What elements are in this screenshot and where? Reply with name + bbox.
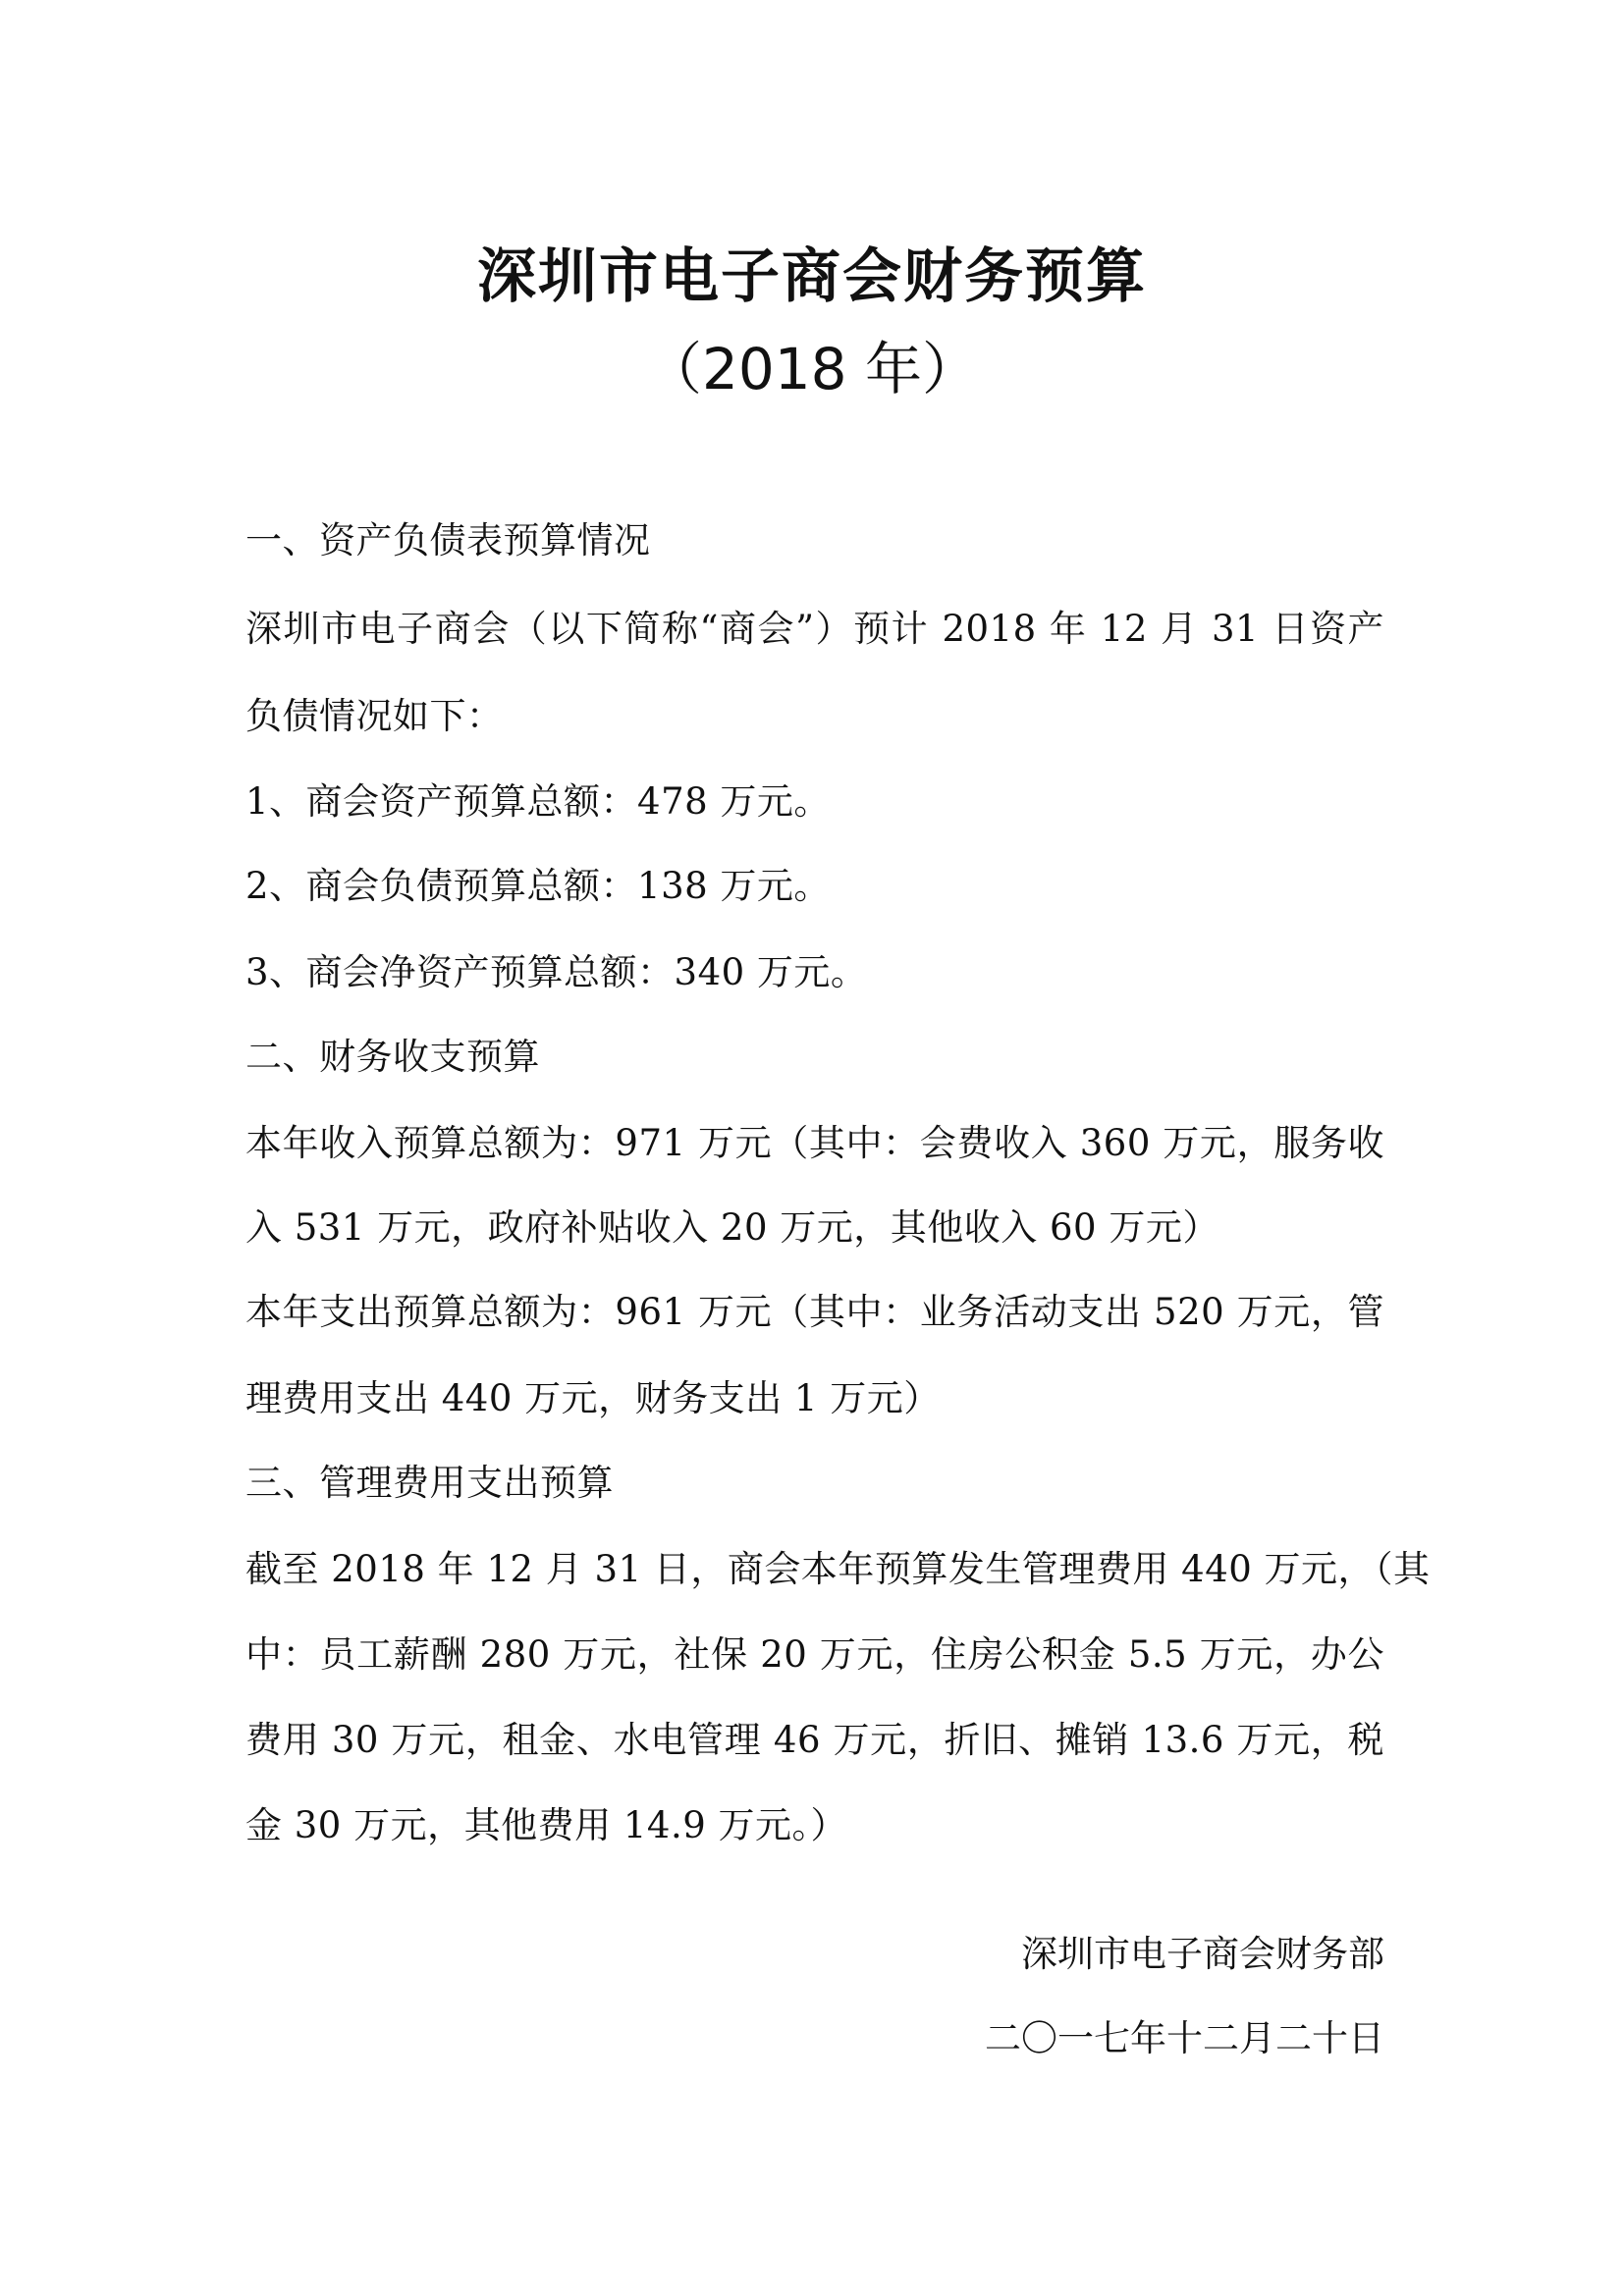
section2-heading: 二、财务收支预算 — [245, 1036, 540, 1078]
section2-expense-line1: 本年支出预算总额为：961 万元（其中：业务活动支出 520 万元，管 — [245, 1291, 1384, 1333]
document-title: 深圳市电子商会财务预算 — [477, 242, 1147, 311]
section3-line3: 费用 30 万元，租金、水电管理 46 万元，折旧、摊销 13.6 万元，税 — [245, 1719, 1384, 1761]
section3-heading: 三、管理费用支出预算 — [245, 1462, 614, 1504]
section3-line2: 中：员工薪酬 280 万元，社保 20 万元，住房公积金 5.5 万元，办公 — [245, 1633, 1384, 1676]
document-subtitle: （2018 年） — [644, 336, 980, 402]
section1-intro-line2: 负债情况如下： — [245, 695, 504, 737]
section1-item3: 3、商会净资产预算总额：340 万元。 — [245, 951, 868, 993]
section1-item2: 2、商会负债预算总额：138 万元。 — [245, 865, 831, 907]
section2-income-line2: 入 531 万元，政府补贴收入 20 万元，其他收入 60 万元） — [245, 1206, 1219, 1249]
section1-item1: 1、商会资产预算总额：478 万元。 — [245, 780, 831, 823]
section1-intro-line1: 深圳市电子商会（以下简称“商会”）预计 2018 年 12 月 31 日资产 — [245, 608, 1384, 650]
section3-line1: 截至 2018 年 12 月 31 日，商会本年预算发生管理费用 440 万元，（其 — [245, 1548, 1431, 1590]
section2-income-line1: 本年收入预算总额为：971 万元（其中：会费收入 360 万元，服务收 — [245, 1122, 1384, 1164]
section2-expense-line2: 理费用支出 440 万元，财务支出 1 万元） — [245, 1377, 941, 1419]
section1-heading: 一、资产负债表预算情况 — [245, 519, 651, 561]
signature-date: 二〇一七年十二月二十日 — [985, 2017, 1384, 2059]
section3-line4: 金 30 万元，其他费用 14.9 万元。） — [245, 1804, 848, 1846]
signature-department: 深圳市电子商会财务部 — [1021, 1933, 1384, 1975]
